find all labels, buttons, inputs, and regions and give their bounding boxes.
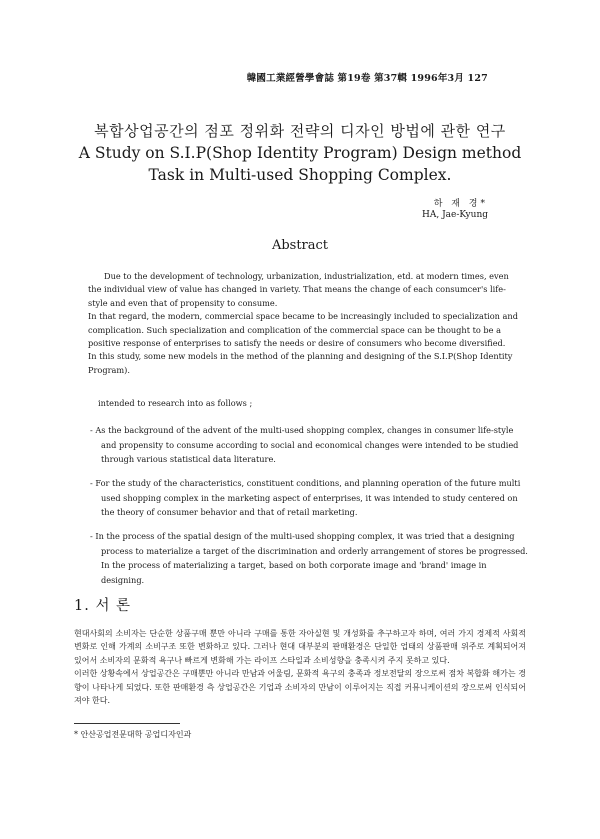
footnote-rule (74, 723, 180, 724)
abstract-paragraph: Due to the development of technology, urbanization, industrialization, etd. at modern times, even the individual view of value has changed in variety. That means the change of each consumcer's life-style and even that of propensity to consume. (88, 271, 509, 308)
abstract-paragraph: In that regard, the modern, commercial space became to be increasingly included to specialization and complication. Such specialization and complication of the commercial space can be thought to be a positive response of enterprises to satisfy the needs or desire of consumers who become diversified. (88, 311, 518, 349)
author-english: HA, Jae-Kyung (422, 210, 488, 220)
abstract-paragraph: In this study, some new models in the method of the planning and designing of the S.I.P(Shop Identity Program). (88, 351, 513, 375)
footnote: * 안산공업전문대학 공업디자인과 (74, 730, 192, 739)
author-korean: 하 재 경* (433, 199, 488, 209)
section-body (74, 627, 526, 707)
title-english-line2: Task in Multi-used Shopping Complex. (148, 166, 452, 184)
section-paragraph: 이러한 상황속에서 상업공간은 구매뿐만 아니라 만남과 어울림, 문화적 욕구의 충족과 정보전달의 장으로써 점차 복합화 해가는 경향이 나타나게 되었다. 또한 판매환경 측 상업공간은 기업과 소비자의 만남이 이루어지는 직접 커뮤니케이션의 장으로써 인식되어져야 한다. (74, 669, 526, 706)
abstract-bullet: - In the process of the spatial design of the multi-used shopping complex, it was tried that a designing process to materialize a target of the discrimination and orderly arrangement of stores be progressed. In the process of materializing a target, based on both corporate image and 'brand' image in designing. (90, 531, 528, 585)
abstract-body (88, 270, 521, 377)
abstract-bullet: - As the background of the advent of the multi-used shopping complex, changes in consumer life-style and propensity to consume according to social and economical changes were intended to be studied through various statistical data literature. (90, 425, 519, 464)
title-english-line1: A Study on S.I.P(Shop Identity Program) Design method (78, 144, 522, 162)
section-paragraph: 현대사회의 소비자는 단순한 상품구매 뿐만 아니라 구매를 통한 자아실현 및 개성화를 추구하고자 하며, 여러 가지 경제적 사회적 변화로 인해 가계의 소비구조 또한 변화하고 있다. 그러나 현대 대부분의 판매환경은 단일한 업태의 상품판매 위주로 계획되어져 있어서 소비자의 문화적 욕구나 빠르게 변화해 가는 라이프 스타일과 소비성향을 충족시켜 주지 못하고 있다. (74, 629, 526, 665)
section-heading: 1. 서 론 (74, 598, 132, 614)
abstract-bullet: - For the study of the characteristics, constituent conditions, and planning operation of the future multi used shopping complex in the marketing aspect of enterprises, it was intended to study centered on the theory of consumer behavior and that of retail marketing. (90, 478, 521, 517)
abstract-lead-in: intended to research into as follows ; (98, 398, 253, 408)
title-english (0, 142, 600, 186)
abstract-heading: Abstract (271, 238, 329, 253)
running-header: 韓國工業經營學會誌 第19卷 第37輯 1996年3月 127 (246, 73, 488, 84)
title-korean: 복합상업공간의 점포 정위화 전략의 디자인 방법에 관한 연구 (94, 122, 506, 140)
